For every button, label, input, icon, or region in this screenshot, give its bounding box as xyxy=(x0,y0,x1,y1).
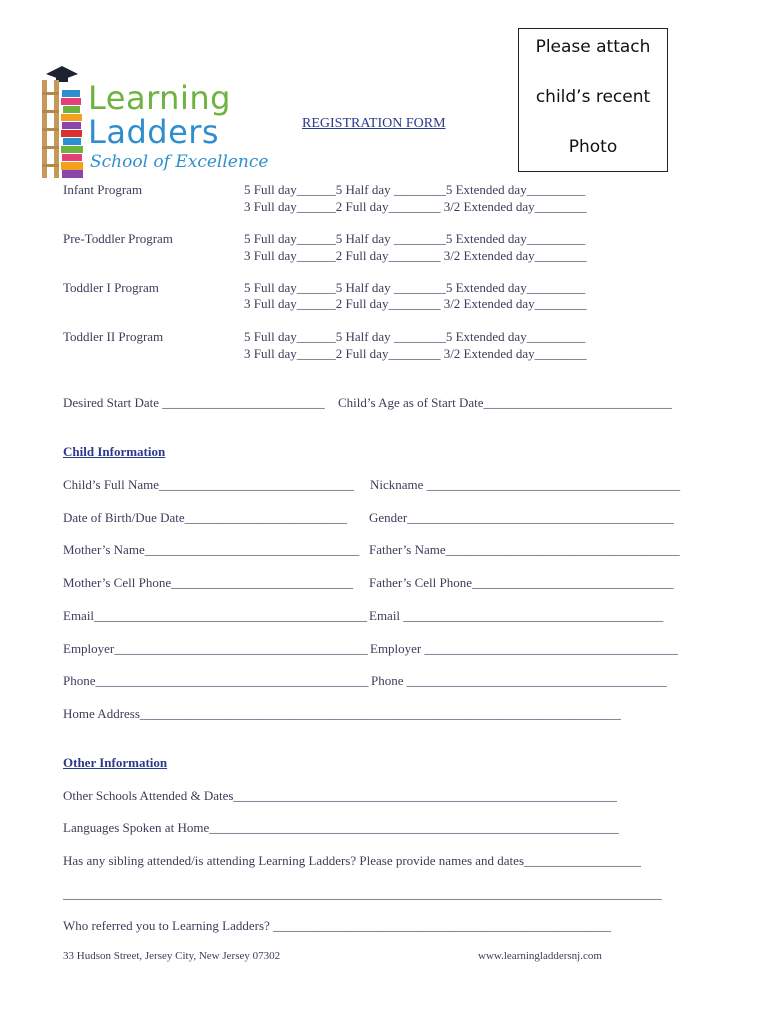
footer-address: 33 Hudson Street, Jersey City, New Jersey 07302 xyxy=(63,950,281,962)
logo-ladders-text: Ladders xyxy=(88,113,220,151)
program-label: Infant Program xyxy=(63,182,143,197)
mother-phone-field[interactable]: Phone__________________________________________ xyxy=(63,673,369,688)
photo-instruction-line3: Photo xyxy=(568,137,618,157)
mother-employer-field[interactable]: Employer_______________________________________ xyxy=(63,641,368,656)
mothers-cell-phone-field[interactable]: Mother’s Cell Phone____________________________ xyxy=(63,575,354,590)
section-heading-other-information: Other Information xyxy=(63,755,168,770)
sibling-attended-field[interactable]: Has any sibling attended/is attending Learning Ladders? Please provide names and dates__________________ xyxy=(63,853,641,868)
photo-placeholder-box[interactable] xyxy=(518,28,668,172)
program-label: Toddler I Program xyxy=(63,280,159,295)
fathers-name-field[interactable]: Father’s Name____________________________________ xyxy=(369,542,680,557)
logo-learning-text: Learning xyxy=(88,79,231,117)
desired-start-date-field[interactable]: Desired Start Date _________________________ xyxy=(63,395,325,410)
mother-email-field[interactable]: Email__________________________________________ xyxy=(63,608,368,623)
referred-by-field[interactable]: Who referred you to Learning Ladders? ____________________________________________________ xyxy=(63,918,612,933)
program-options-line[interactable]: 3 Full day______2 Full day________ 3/2 Extended day________ xyxy=(244,199,587,214)
fathers-cell-phone-field[interactable]: Father’s Cell Phone_______________________________ xyxy=(369,575,674,590)
program-options-line[interactable]: 5 Full day______5 Half day ________5 Extended day_________ xyxy=(244,231,586,246)
program-options-line[interactable]: 5 Full day______5 Half day ________5 Extended day_________ xyxy=(244,329,586,344)
other-schools-field[interactable]: Other Schools Attended & Dates___________________________________________________________ xyxy=(63,788,617,803)
section-heading-child-information: Child Information xyxy=(63,444,166,459)
program-label: Toddler II Program xyxy=(63,329,164,344)
child-age-field[interactable]: Child’s Age as of Start Date_____________________________ xyxy=(338,395,673,410)
father-phone-field[interactable]: Phone ________________________________________ xyxy=(371,673,667,688)
footer-website[interactable]: www.learningladdersnj.com xyxy=(478,950,602,962)
form-title: REGISTRATION FORM xyxy=(302,116,446,131)
home-address-field[interactable]: Home Address__________________________________________________________________________ xyxy=(63,706,621,721)
program-options-line[interactable]: 3 Full day______2 Full day________ 3/2 Extended day________ xyxy=(244,296,587,311)
sibling-details-blank-line[interactable]: _______________________________________________________________________________________________ xyxy=(63,886,662,901)
program-label: Pre-Toddler Program xyxy=(63,231,173,246)
program-options-line[interactable]: 3 Full day______2 Full day________ 3/2 Extended day________ xyxy=(244,248,587,263)
program-options-line[interactable]: 5 Full day______5 Half day ________5 Extended day_________ xyxy=(244,280,586,295)
program-options-line[interactable]: 3 Full day______2 Full day________ 3/2 Extended day________ xyxy=(244,346,587,361)
date-of-birth-field[interactable]: Date of Birth/Due Date_________________________ xyxy=(63,510,348,525)
nickname-field[interactable]: Nickname _______________________________________ xyxy=(370,477,681,492)
father-employer-field[interactable]: Employer _______________________________________ xyxy=(370,641,679,656)
photo-instruction-line1: Please attach xyxy=(535,37,651,57)
languages-spoken-field[interactable]: Languages Spoken at Home_______________________________________________________________ xyxy=(63,820,619,835)
gender-field[interactable]: Gender_________________________________________ xyxy=(369,510,674,525)
ladder-books-icon xyxy=(34,62,94,180)
childs-full-name-field[interactable]: Child’s Full Name______________________________ xyxy=(63,477,355,492)
logo-school-text: School of Excellence xyxy=(90,152,269,172)
photo-instruction-line2: child’s recent xyxy=(535,87,651,107)
program-options-line[interactable]: 5 Full day______5 Half day ________5 Extended day_________ xyxy=(244,182,586,197)
father-email-field[interactable]: Email ________________________________________ xyxy=(369,608,664,623)
mothers-name-field[interactable]: Mother’s Name_________________________________ xyxy=(63,542,360,557)
